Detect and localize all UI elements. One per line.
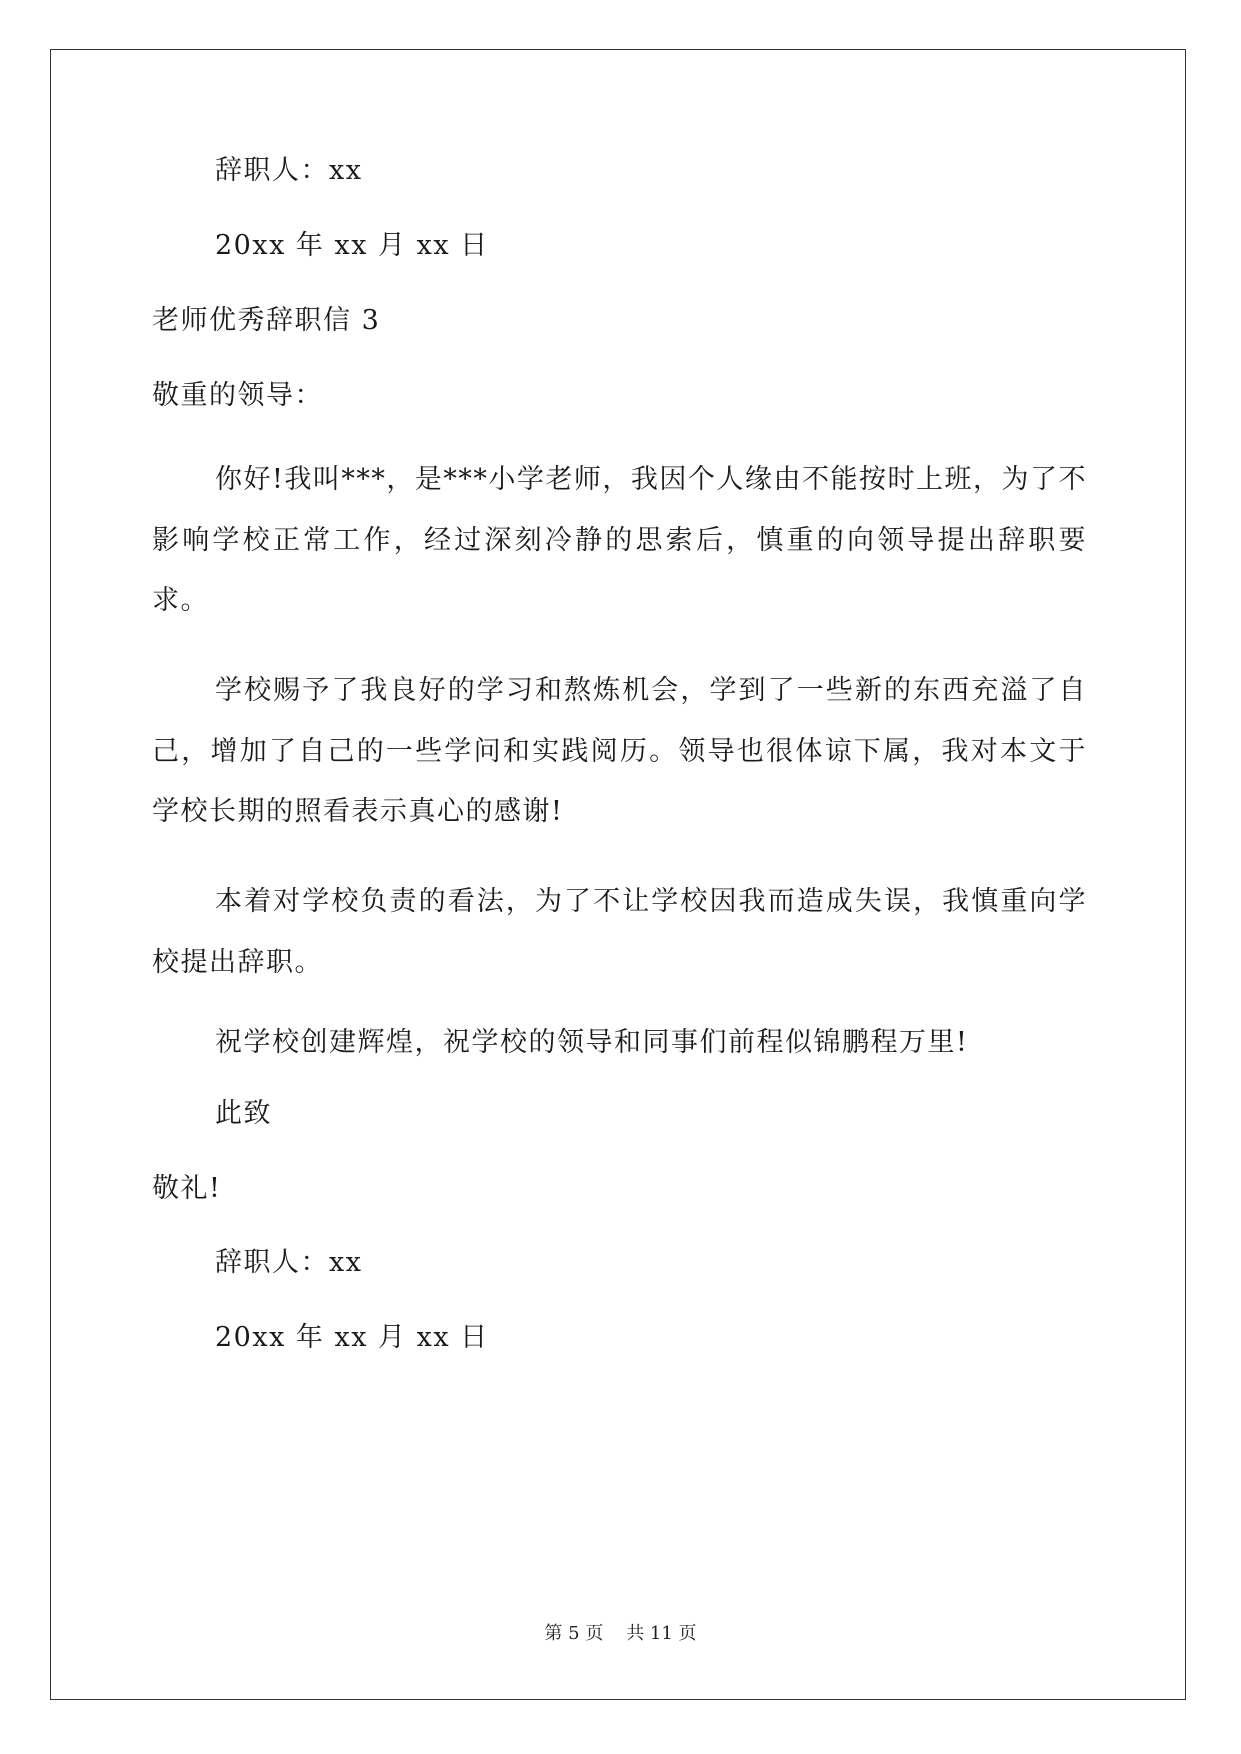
body-paragraph: 本着对学校负责的看法，为了不让学校因我而造成失误，我慎重向学校提出辞职。 xyxy=(152,886,1087,978)
letter-title: 老师优秀辞职信 3 xyxy=(152,305,381,336)
salutation: 敬重的领导： xyxy=(152,380,323,411)
body-paragraph: 你好!我叫***，是***小学老师，我因个人缘由不能按时上班，为了不影响学校正常工作，经过深刻冷静的思索后，慎重的向领导提出辞职要求。 xyxy=(152,464,1087,616)
page-number: 第 5 页 共 11 页 xyxy=(544,1623,697,1644)
body-paragraph: 学校赐予了我良好的学习和熬炼机会，学到了一些新的东西充溢了自己，增加了自己的一些学问和实践阅历。领导也很体谅下属，我对本文于学校长期的照看表示真心的感谢! xyxy=(152,675,1087,827)
signature-line: 辞职人：xx xyxy=(215,1247,363,1278)
body-paragraph: 祝学校创建辉煌，祝学校的领导和同事们前程似锦鹏程万里! xyxy=(215,1027,969,1058)
closing-salute: 敬礼! xyxy=(152,1173,222,1204)
signature-line: 辞职人：xx xyxy=(215,155,363,186)
closing-line: 此致 xyxy=(215,1098,272,1129)
date-line: 20xx 年 xx 月 xx 日 xyxy=(215,1322,489,1353)
date-line: 20xx 年 xx 月 xx 日 xyxy=(215,230,489,261)
